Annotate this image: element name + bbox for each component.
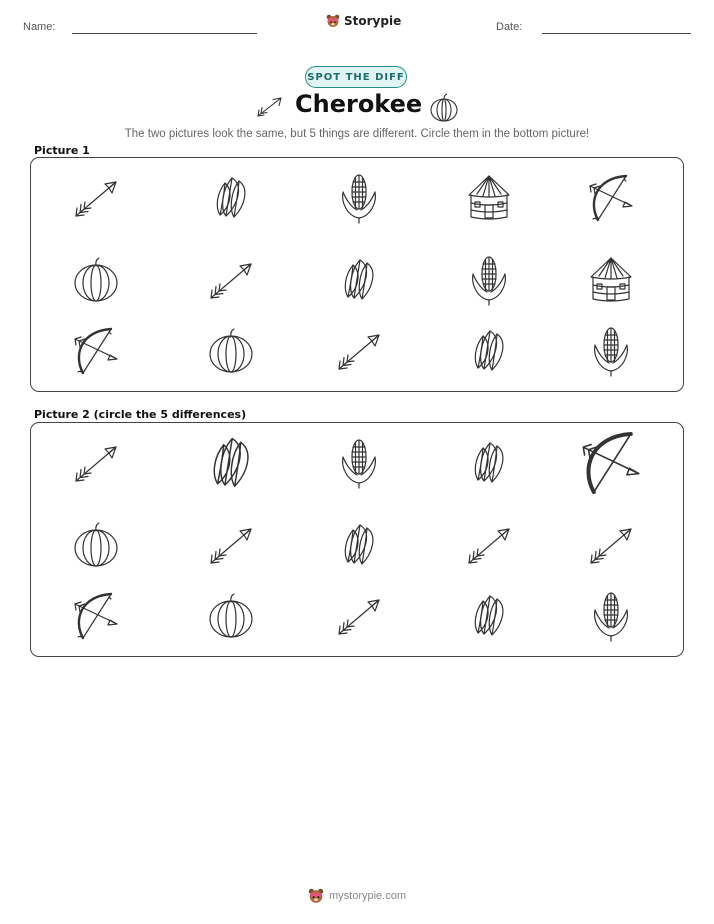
picture-2-pumpkin-icon[interactable] — [64, 513, 128, 577]
picture-2-arrow-icon[interactable] — [64, 431, 128, 495]
page-title: Cherokee — [295, 90, 423, 118]
picture-1-corn-icon — [579, 319, 643, 383]
picture-1-bow-arrow-icon — [579, 166, 643, 230]
picture-1-arrow-icon — [327, 319, 391, 383]
footer-link[interactable]: mystorypie.com — [328, 890, 407, 902]
title-arrow-icon — [254, 94, 286, 120]
spot-the-diff-badge: SPOT THE DIFF — [305, 66, 407, 88]
picture-2-feathers-icon[interactable] — [457, 584, 521, 648]
picture-2-feathers-icon[interactable] — [457, 431, 521, 495]
picture-2-bow-arrow-icon[interactable] — [64, 584, 128, 648]
date-label: Date: — [496, 21, 523, 33]
picture-1-corn-icon — [327, 166, 391, 230]
picture-1-arrow-icon — [64, 166, 128, 230]
picture-2-arrow-icon[interactable] — [457, 513, 521, 577]
picture-1-label: Picture 1 — [34, 144, 90, 157]
picture-1-corn-icon — [457, 248, 521, 312]
picture-2-bow-arrow-large-icon[interactable] — [579, 431, 643, 495]
picture-1-hut-icon — [579, 248, 643, 312]
picture-2-feathers-large-icon[interactable] — [199, 431, 263, 495]
picture-2-feathers-icon[interactable] — [327, 513, 391, 577]
date-line[interactable] — [542, 33, 691, 34]
picture-1-feathers-icon — [457, 319, 521, 383]
brand-logo — [326, 14, 401, 28]
picture-2-corn-icon[interactable] — [327, 431, 391, 495]
title-pumpkin-icon — [428, 93, 460, 123]
picture-1-arrow-icon — [199, 248, 263, 312]
picture-2-pumpkin-icon[interactable] — [199, 584, 263, 648]
picture-2-corn-icon[interactable] — [579, 584, 643, 648]
picture-1-hut-icon — [457, 166, 521, 230]
picture-2-arrow-icon[interactable] — [579, 513, 643, 577]
name-line[interactable] — [72, 33, 257, 34]
name-label: Name: — [23, 21, 56, 33]
picture-1-pumpkin-icon — [64, 248, 128, 312]
storypie-bear-logo-icon — [326, 14, 340, 28]
footer — [0, 888, 714, 904]
picture-1-frame — [30, 157, 684, 392]
footer-bear-logo-icon — [308, 888, 324, 904]
picture-2-label: Picture 2 (circle the 5 differences) — [34, 408, 247, 421]
picture-1-feathers-icon — [327, 248, 391, 312]
brand-name: Storypie — [344, 14, 402, 28]
picture-1-feathers-icon — [199, 166, 263, 230]
picture-1-bow-arrow-icon — [64, 319, 128, 383]
picture-2-arrow-icon[interactable] — [327, 584, 391, 648]
picture-2-arrow-icon[interactable] — [199, 513, 263, 577]
picture-1-pumpkin-icon — [199, 319, 263, 383]
instructions: The two pictures look the same, but 5 things are different. Circle them in the bottom picture! — [124, 128, 590, 140]
picture-2-frame[interactable] — [30, 422, 684, 657]
